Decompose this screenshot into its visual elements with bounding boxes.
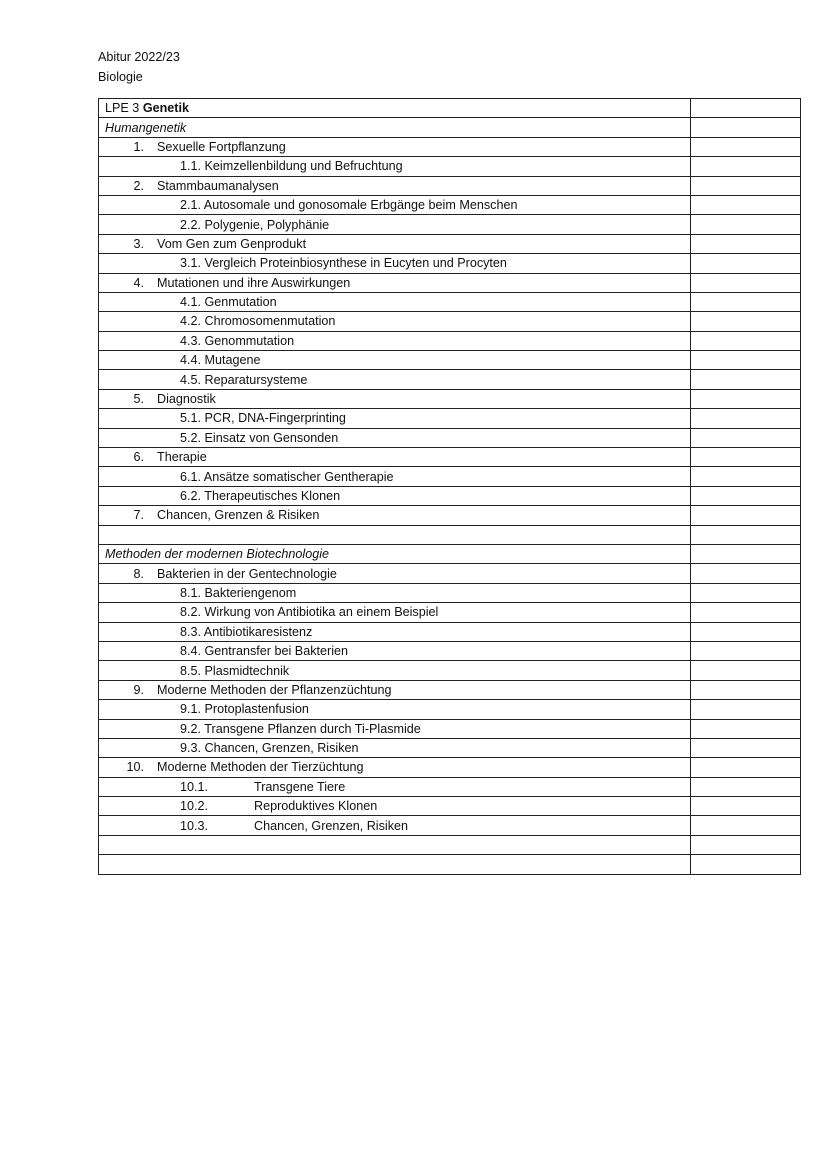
table-row	[99, 254, 801, 273]
notes-cell	[691, 855, 801, 874]
notes-cell	[691, 583, 801, 602]
table-row	[99, 409, 801, 428]
table-row	[99, 506, 801, 525]
table-row	[99, 234, 801, 253]
item-text: 8.1. Bakteriengenom	[180, 585, 297, 600]
notes-cell	[691, 641, 801, 660]
notes-cell	[691, 525, 801, 544]
table-row	[99, 700, 801, 719]
notes-cell	[691, 738, 801, 757]
table-row	[99, 758, 801, 777]
notes-cell	[691, 370, 801, 389]
table-row	[99, 797, 801, 816]
notes-cell	[691, 816, 801, 835]
item-text: 3.1. Vergleich Proteinbiosynthese in Eucyten und Procyten	[180, 256, 507, 271]
item-number: 9.	[133, 682, 144, 697]
notes-cell	[691, 292, 801, 311]
table-row	[99, 816, 801, 835]
notes-cell	[691, 835, 801, 854]
item-text: Transgene Tiere	[254, 779, 346, 794]
item-number: 5.	[133, 392, 144, 407]
table-row	[99, 292, 801, 311]
table-row	[99, 351, 801, 370]
item-text: Chancen, Grenzen, Risiken	[254, 818, 409, 833]
item-text: 4.1. Genmutation	[180, 295, 277, 310]
notes-cell	[691, 157, 801, 176]
item-text: Mutationen und ihre Auswirkungen	[157, 275, 351, 290]
notes-cell	[691, 137, 801, 156]
item-text: 4.2. Chromosomenmutation	[180, 314, 336, 329]
table-row	[99, 389, 801, 408]
item-text: 8.5. Plasmidtechnik	[180, 663, 290, 678]
item-number: 7.	[133, 508, 144, 523]
item-number: 10.	[126, 760, 144, 775]
section-row	[99, 544, 801, 563]
notes-cell	[691, 99, 801, 118]
table-row	[99, 331, 801, 350]
section-heading: Humangenetik	[105, 120, 187, 135]
header-exam-year: Abitur 2022/23	[98, 50, 180, 64]
table-row	[99, 564, 801, 583]
table-row	[99, 467, 801, 486]
empty-row	[99, 835, 801, 854]
notes-cell	[691, 680, 801, 699]
table-row	[99, 777, 801, 796]
item-text: 4.5. Reparatursysteme	[180, 372, 308, 387]
notes-cell	[691, 254, 801, 273]
item-text: 8.2. Wirkung von Antibiotika an einem Beispiel	[180, 605, 439, 620]
notes-cell	[691, 661, 801, 680]
item-text: 2.1. Autosomale und gonosomale Erbgänge beim Menschen	[180, 198, 518, 213]
item-text: Therapie	[157, 450, 207, 465]
notes-cell	[691, 486, 801, 505]
item-text: 9.2. Transgene Pflanzen durch Ti-Plasmide	[180, 721, 421, 736]
header-subject: Biologie	[98, 70, 143, 84]
table-row	[99, 448, 801, 467]
title-prefix: LPE 3	[105, 101, 140, 116]
item-text: Vom Gen zum Genprodukt	[157, 236, 307, 251]
notes-cell	[691, 312, 801, 331]
notes-cell	[691, 351, 801, 370]
item-number: 8.	[133, 566, 144, 581]
table-row	[99, 661, 801, 680]
table-row	[99, 486, 801, 505]
item-text: 5.2. Einsatz von Gensonden	[180, 430, 339, 445]
notes-cell	[691, 234, 801, 253]
item-text: 8.3. Antibiotikaresistenz	[180, 624, 313, 639]
item-text: Chancen, Grenzen & Risiken	[157, 508, 320, 523]
notes-cell	[691, 758, 801, 777]
item-number: 10.3.	[180, 818, 209, 833]
title-bold: Genetik	[142, 101, 190, 116]
item-text: 2.2. Polygenie, Polyphänie	[180, 217, 330, 232]
item-text: 8.4. Gentransfer bei Bakterien	[180, 644, 349, 659]
table-row	[99, 680, 801, 699]
table-row	[99, 583, 801, 602]
item-number: 3.	[133, 236, 144, 251]
notes-cell	[691, 176, 801, 195]
notes-cell	[691, 467, 801, 486]
table-row	[99, 312, 801, 331]
curriculum-table	[98, 98, 801, 875]
notes-cell	[691, 797, 801, 816]
notes-cell	[691, 118, 801, 137]
table-row	[99, 719, 801, 738]
table-row	[99, 137, 801, 156]
notes-cell	[691, 700, 801, 719]
table-row	[99, 370, 801, 389]
notes-cell	[691, 544, 801, 563]
item-text: Reproduktives Klonen	[254, 799, 378, 814]
item-text: Bakterien in der Gentechnologie	[157, 566, 337, 581]
notes-cell	[691, 215, 801, 234]
notes-cell	[691, 777, 801, 796]
item-text: Sexuelle Fortpflanzung	[157, 139, 286, 154]
table-row	[99, 738, 801, 757]
table-row	[99, 428, 801, 447]
item-text: 1.1. Keimzellenbildung und Befruchtung	[180, 159, 403, 174]
item-number: 1.	[133, 139, 144, 154]
item-number: 10.2.	[180, 799, 209, 814]
item-text: 4.3. Genommutation	[180, 333, 295, 348]
item-text: 6.1. Ansätze somatischer Gentherapie	[180, 469, 394, 484]
empty-row	[99, 525, 801, 544]
notes-cell	[691, 564, 801, 583]
notes-cell	[691, 409, 801, 428]
item-number: 4.	[133, 275, 144, 290]
item-text: 5.1. PCR, DNA-Fingerprinting	[180, 411, 346, 426]
notes-cell	[691, 331, 801, 350]
item-text: Moderne Methoden der Tierzüchtung	[157, 760, 364, 775]
item-text: Moderne Methoden der Pflanzenzüchtung	[157, 682, 392, 697]
item-text: Diagnostik	[157, 392, 216, 407]
table-row	[99, 195, 801, 214]
item-number: 6.	[133, 450, 144, 465]
table-row	[99, 176, 801, 195]
table-row	[99, 157, 801, 176]
item-number: 2.	[133, 178, 144, 193]
notes-cell	[691, 603, 801, 622]
section-row	[99, 118, 801, 137]
notes-cell	[691, 273, 801, 292]
table-title	[105, 99, 189, 117]
item-text: 4.4. Mutagene	[180, 353, 261, 368]
notes-cell	[691, 719, 801, 738]
item-text: 9.3. Chancen, Grenzen, Risiken	[180, 741, 359, 756]
item-number: 10.1.	[180, 779, 209, 794]
table-row	[99, 215, 801, 234]
notes-cell	[691, 506, 801, 525]
item-text: 6.2. Therapeutisches Klonen	[180, 489, 341, 503]
item-text: 9.1. Protoplastenfusion	[180, 702, 309, 717]
notes-cell	[691, 448, 801, 467]
notes-cell	[691, 622, 801, 641]
table-row	[99, 273, 801, 292]
empty-row	[99, 855, 801, 874]
table-row	[99, 603, 801, 622]
item-text: Stammbaumanalysen	[157, 178, 279, 193]
notes-cell	[691, 428, 801, 447]
notes-cell	[691, 389, 801, 408]
section-heading: Methoden der modernen Biotechnologie	[105, 547, 330, 562]
table-row	[99, 641, 801, 660]
table-row	[99, 622, 801, 641]
table-title-row	[99, 99, 801, 118]
notes-cell	[691, 195, 801, 214]
